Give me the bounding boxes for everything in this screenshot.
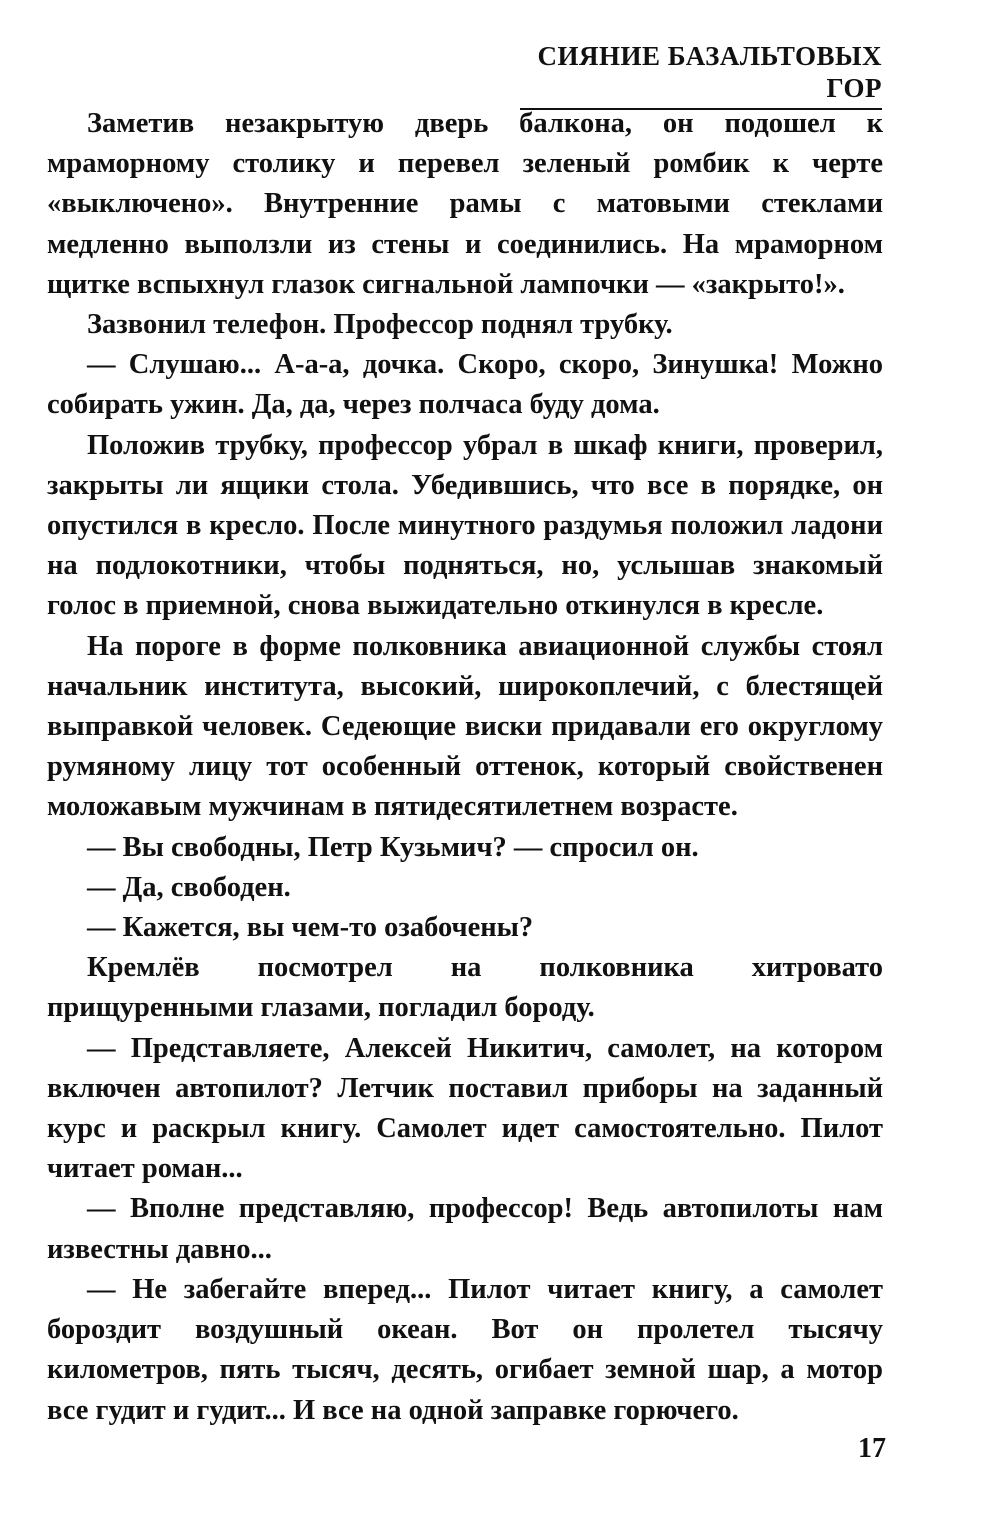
paragraph: Положив трубку, профессор убрал в шкаф книги, проверил, закрыты ли ящики стола. Убедившись, что все в порядке, он опустился в кресло. После минутного раздумья положил ладони на подлокотники, чтобы подняться, но, услышав знакомый голос в приемной, снова выжидательно откинулся в кресле. [47,429,883,622]
paragraph: — Не забегайте вперед... Пилот читает книгу, а самолет бороздит воздушный океан. Вот он пролетел тысячу километров, пять тысяч, десять, огибает земной шар, а мотор все гудит и гудит... И все на одной заправке горючего. [47,1273,883,1426]
paragraph: — Вы свободны, Петр Кузьмич? — спросил он. [87,831,699,863]
paragraph: Заметив незакрытую дверь балкона, он подошел к мраморному столику и перевел зеленый ромбик к черте «выключено». Внутренние рамы с матовыми стеклами медленно выползли из стены и соединились. На мраморном щитке вспыхнул глазок сигнальной лампочки — «закрыто!». [47,108,883,300]
paragraph: — Вполне представляю, профессор! Ведь автопилоты нам известны давно... [47,1193,883,1265]
paragraph: — Кажется, вы чем-то озабочены? [87,912,534,944]
paragraph: Зазвонил телефон. Профессор поднял трубку. [87,309,673,341]
paragraph: — Слушаю... А-а-а, дочка. Скоро, скоро, Зинушка! Можно собирать ужин. Да, да, через полчаса буду дома. [47,349,883,421]
body-text [47,104,883,1431]
paragraph: На пороге в форме полковника авиационной службы стоял начальник института, высокий, широкоплечий, с блестящей выправкой человек. Седеющие виски придавали его округлому румяному лицу тот особенный оттенок, который свойственен моложавым мужчинам в пятидесятилетнем возрасте. [47,630,883,823]
paragraph: — Представляете, Алексей Никитич, самолет, на котором включен автопилот? Летчик поставил приборы на заданный курс и раскрыл книгу. Самолет идет самостоятельно. Пилот читает роман... [47,1032,883,1185]
paragraph: — Да, свободен. [87,871,291,903]
page-number: 17 [858,1433,886,1464]
running-title: СИЯНИЕ БАЗАЛЬТОВЫХ ГОР [520,40,882,110]
paragraph: Кремлёв посмотрел на полковника хитровато прищуренными глазами, погладил бороду. [47,952,883,1024]
